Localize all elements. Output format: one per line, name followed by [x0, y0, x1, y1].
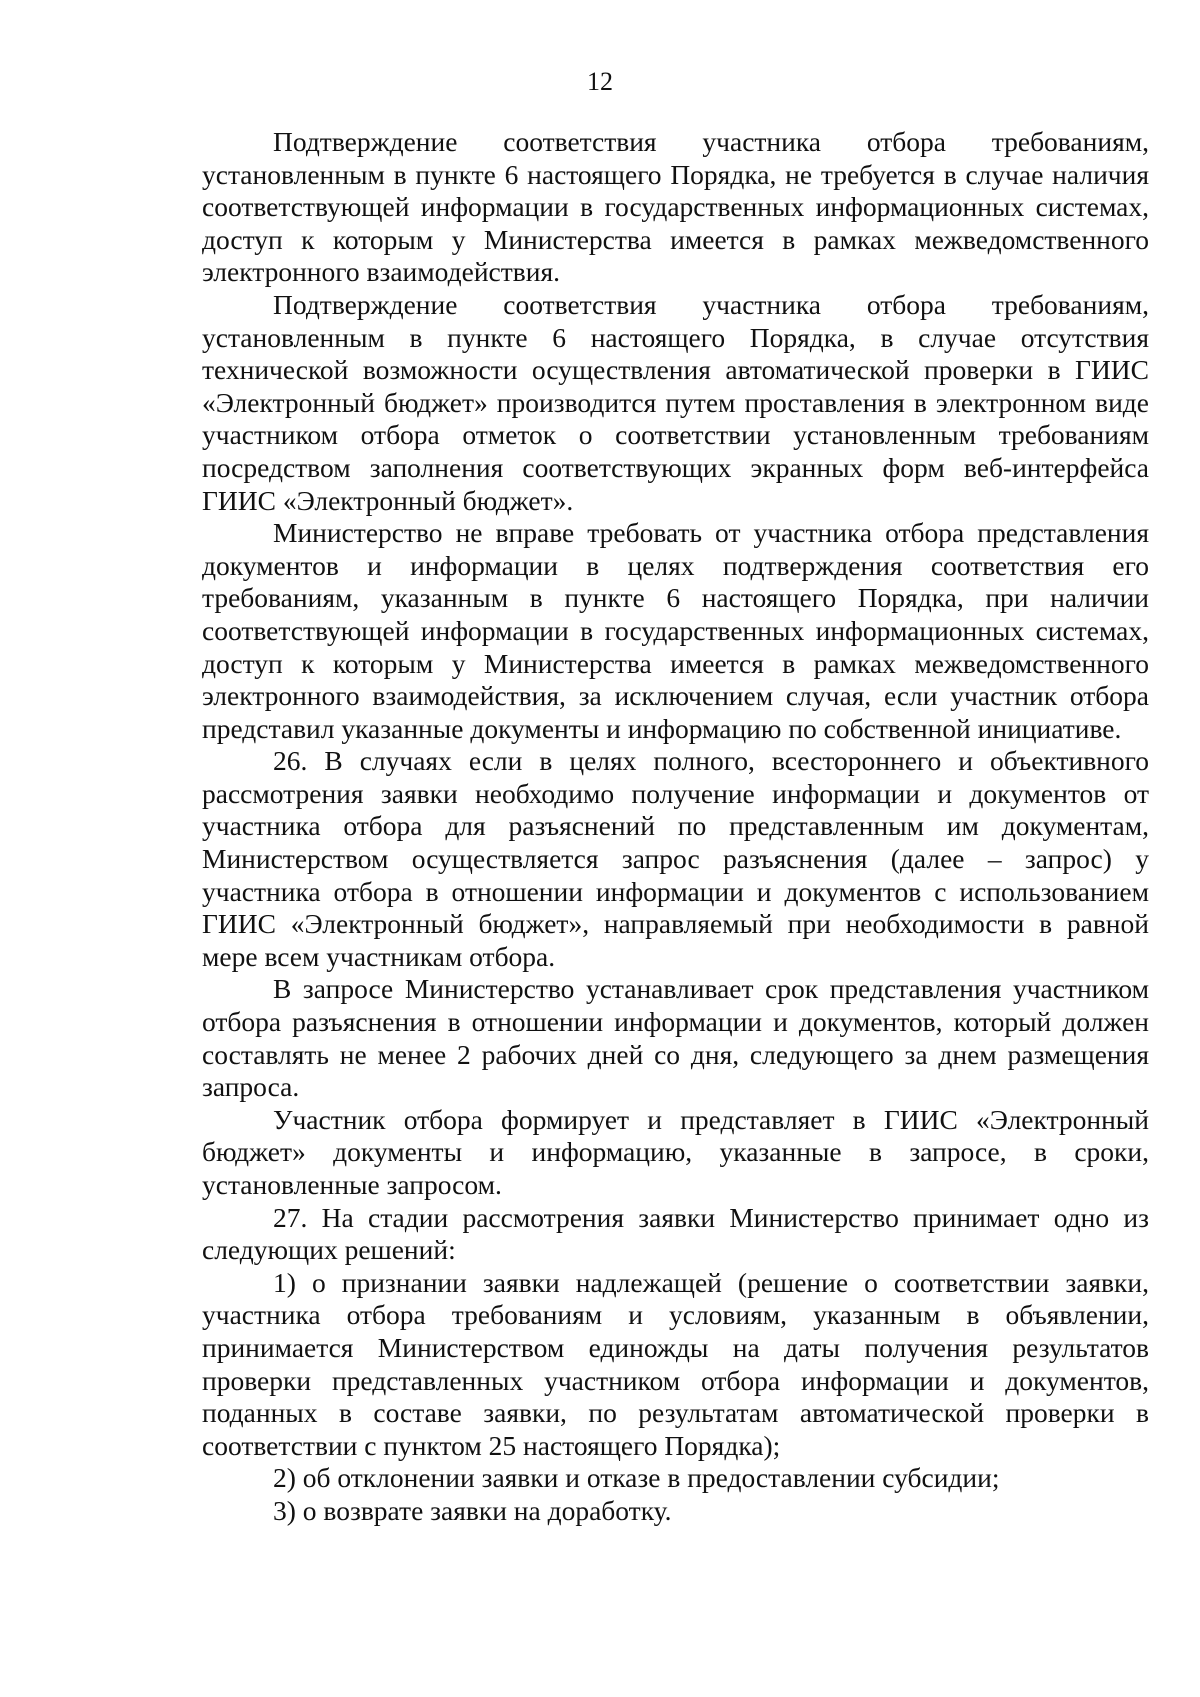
paragraph-clause-27: 27. На стадии рассмотрения заявки Министерство принимает одно из следующих решений:	[202, 1201, 1149, 1266]
list-item-decision-1: 1) о признании заявки надлежащей (решение о соответствии заявки, участника отбора требованиям и условиям, указанным в объявлении, принимается Министерством единожды на даты получения результатов проверки представленных участником отбора информации и документов, поданных в составе заявки, по результатам автоматической проверки в соответствии с пунктом 25 настоящего Порядка);	[202, 1266, 1149, 1461]
paragraph-clause-26: 26. В случаях если в целях полного, всестороннего и объективного рассмотрения заявки необходимо получение информации и документов от участника отбора для разъяснений по представленным им документам, Министерством осуществляется запрос разъяснения (далее – запрос) у участника отбора в отношении информации и документов с использованием ГИИС «Электронный бюджет», направляемый при необходимости в равной мере всем участникам отбора.	[202, 745, 1149, 972]
page-number: 12	[587, 67, 613, 96]
list-item-decision-2: 2) об отклонении заявки и отказе в предоставлении субсидии;	[273, 1462, 1000, 1494]
paragraph-participant-response: Участник отбора формирует и представляет в ГИИС «Электронный бюджет» документы и информацию, указанные в запросе, в сроки, установленные запросом.	[202, 1103, 1149, 1200]
document-body	[202, 126, 1149, 1528]
paragraph-request-deadline: В запросе Министерство устанавливает срок представления участником отбора разъяснения в отношении информации и документов, который должен составлять не менее 2 рабочих дней со дня, следующего за днем размещения запроса.	[202, 973, 1149, 1103]
paragraph-confirmation-manual: Подтверждение соответствия участника отбора требованиям, установленным в пункте 6 настоящего Порядка, в случае отсутствия технической возможности осуществления автоматической проверки в ГИИС «Электронный бюджет» производится путем проставления в электронном виде участником отбора отметок о соответствии установленным требованиям посредством заполнения соответствующих экранных форм веб-интерфейса ГИИС «Электронный бюджет».	[202, 288, 1149, 516]
paragraph-ministry-restriction: Министерство не вправе требовать от участника отбора представления документов и информации в целях подтверждения соответствия его требованиям, указанным в пункте 6 настоящего Порядка, при наличии соответствующей информации в государственных информационных системах, доступ к которым у Министерства имеется в рамках межведомственного электронного взаимодействия, за исключением случая, если участник отбора представил указанные документы и информацию по собственной инициативе.	[202, 517, 1149, 744]
list-item-decision-3: 3) о возврате заявки на доработку.	[273, 1494, 672, 1526]
paragraph-confirmation-not-required: Подтверждение соответствия участника отбора требованиям, установленным в пункте 6 настоящего Порядка, не требуется в случае наличия соответствующей информации в государственных информационных системах, доступ к которым у Министерства имеется в рамках межведомственного электронного взаимодействия.	[202, 126, 1149, 288]
